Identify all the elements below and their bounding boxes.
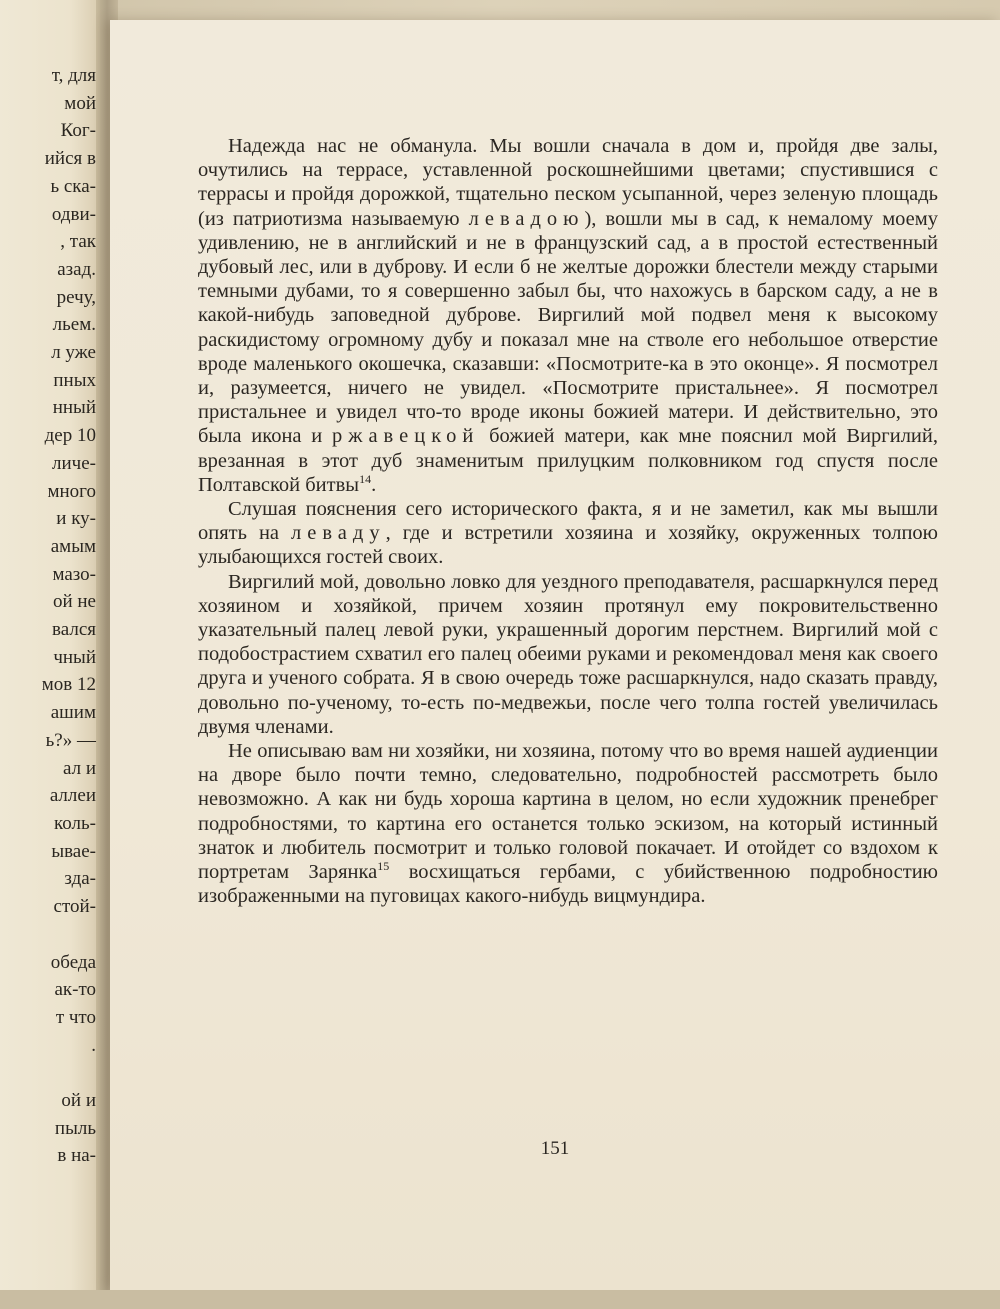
left-line: обеда (50, 951, 96, 973)
paragraph-1-part-4: . (371, 473, 377, 496)
paragraph-4-part-1: Не описываю вам ни хозяйки, ни хозяина, потому что во время нашей аудиенции на дворе было почти темно, следовательно, подробностей рассмотреть было невозможно. А как ни будь хороша картина в целом, но если художник пренебрег подробностями, то картина его останется только эскизом, на который истинный знаток и любитель посмотрит и только головой покачает. И отойдет со вздохом к портретам Зарянка (198, 740, 938, 884)
paragraph-1-part-2: ), вошли мы в сад, к немалому моему удивлению, не в английский и не в французский сад, а в простой естественный дубовый лес, или в дуброву. И если б не желтые дорожки блестели между старыми темными дубами, то я совершенно забыл бы, что нахожусь в барском саду, а не в какой-нибудь заповедной дуброве. Виргилий мой подвел меня к высокому раскидистому огромному дубу и показал мне на стволе его небольшое отверстие вроде маленького окошечка, сказавши: «Посмотрите-ка в это оконце». Я посмотрел и, разумеется, ничего не увидел. «Посмотрите пристальнее». Я посмотрел пристальнее и увидел что-то вроде иконы божией матери. И действительно, это была икона и (198, 207, 938, 448)
paragraph-2 (198, 497, 938, 570)
left-line: стой- (53, 896, 96, 918)
paragraph-4 (198, 739, 938, 908)
left-line: аллеи (49, 785, 96, 807)
left-line: льем. (52, 314, 96, 336)
left-line: мазо- (52, 563, 96, 585)
left-page (0, 0, 100, 1309)
left-line: . (91, 1034, 96, 1056)
left-line: пыль (54, 1117, 96, 1139)
left-line: ак-то (54, 979, 96, 1001)
left-line: одви- (51, 203, 96, 225)
left-line: коль- (54, 812, 96, 834)
body-text (198, 134, 938, 909)
left-line: мов 12 (41, 674, 96, 696)
paragraph-1-part-1: Надежда нас не обманула. Мы вошли сначала в дом и, пройдя две залы, очутились на террасе, уставленной роскошнейшими цветами; спустившися с террасы и пройдя дорожкой, тщательно песком усыпанной, через зеленую площадь (из патриотизма называемую (198, 135, 938, 230)
footnote-ref-15[interactable]: 15 (377, 859, 390, 874)
left-line: мой (64, 92, 96, 114)
paragraph-4-part-2: восхищаться гербами, с убийственною подробностию изображенными на пуговицах какого-нибудь вицмундира. (198, 861, 938, 908)
paragraph-2-part-2: , где и встретили хозяина и хозяйку, окруженных толпою улыбающихся гостей своих. (198, 522, 939, 569)
paragraph-3: Виргилий мой, довольно ловко для уездного преподавателя, расшаркнулся перед хозяином и хозяйкой, причем хозяин протянул ему покровительственно указательный палец левой руки, украшенный дорогим перстнем. Виргилий мой с подобострастием схватил его палец обеими руками и рекомендовал меня как своего друга и ученого собрата. Я в свою очередь тоже расшаркнулся, надо сказать правду, довольно по-ученому, то-есть по-медвежьи, после чего толпа гостей увеличилась двумя членами. (198, 570, 938, 738)
left-line: амым (50, 535, 96, 557)
left-line: т, для (51, 65, 96, 86)
left-line: азад. (57, 258, 96, 280)
right-page (110, 20, 1000, 1290)
left-line: и ку- (56, 508, 96, 530)
left-line: много (47, 480, 96, 502)
paragraph-2-part-1: Слушая пояснения сего исторического факта, я и не заметил, как мы вышли опять на (198, 498, 938, 545)
left-line: ывае- (51, 840, 96, 862)
left-line: л уже (51, 342, 96, 364)
left-line: вался (52, 619, 96, 641)
left-line: речу, (56, 286, 96, 308)
left-line: ой и (61, 1090, 96, 1112)
left-line: Ког- (60, 120, 96, 142)
left-line: в на- (57, 1145, 96, 1167)
left-page-text (0, 62, 96, 1170)
paragraph-1 (198, 134, 938, 497)
left-line: пных (53, 369, 96, 391)
left-line: ашим (50, 702, 96, 724)
left-line: , так (60, 231, 96, 253)
page-number: 151 (540, 1138, 570, 1159)
paragraph-1-part-3: божией матери, как мне пояснил мой Виргилий, врезанная в этот дуб знаменитым прилуцким полковником год спустя после Полтавской битвы (198, 425, 938, 496)
left-line: ь ска- (50, 175, 96, 197)
left-line: чный (53, 646, 96, 668)
left-line (0, 921, 96, 949)
left-line: нный (52, 397, 96, 419)
left-line (0, 1059, 96, 1087)
table-surface (0, 1290, 1000, 1309)
left-line: ийся в (44, 148, 96, 170)
left-line: т что (55, 1006, 96, 1028)
emphasis-levadoyu: левадою (468, 207, 585, 230)
left-line: дер 10 (44, 425, 96, 447)
left-line: ой не (52, 591, 96, 613)
emphasis-levadu: леваду (291, 522, 386, 545)
left-line: ал и (63, 757, 96, 779)
footnote-ref-14[interactable]: 14 (359, 472, 372, 487)
left-line: ь?» — (45, 729, 96, 751)
emphasis-rzhavetskoy: ржавецкой (332, 425, 480, 448)
left-line: зда- (64, 868, 96, 890)
left-line: личе- (52, 452, 96, 474)
